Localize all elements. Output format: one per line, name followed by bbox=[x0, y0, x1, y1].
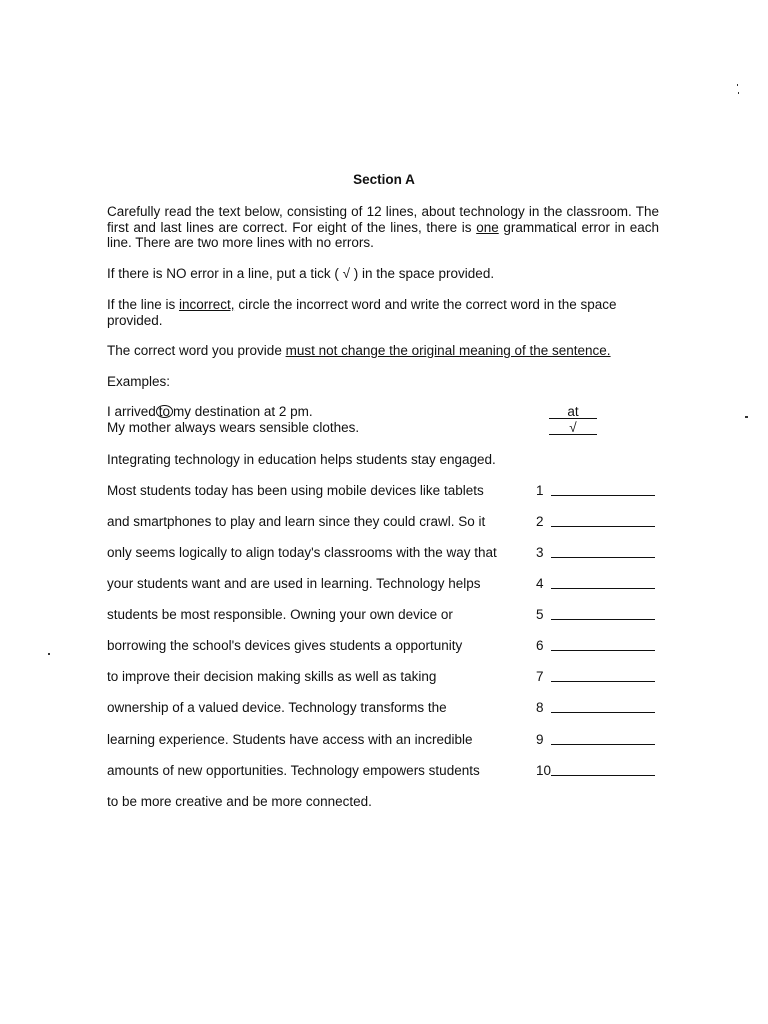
emphasis-incorrect: incorrect, bbox=[179, 297, 235, 312]
line-number: 2 bbox=[536, 514, 544, 529]
example-answer: at bbox=[541, 405, 605, 419]
line-number: 3 bbox=[536, 545, 544, 560]
example-row: My mother always wears sensible clothes. bbox=[107, 420, 360, 435]
text-line: to improve their decision making skills as well as taking bbox=[107, 669, 437, 684]
answer-blank[interactable] bbox=[551, 619, 655, 620]
text-line: ownership of a valued device. Technology transforms the bbox=[107, 700, 447, 715]
answer-blank[interactable] bbox=[551, 495, 655, 496]
text-line: borrowing the school's devices gives students a opportunity bbox=[107, 638, 463, 653]
answer-blank[interactable] bbox=[551, 681, 655, 682]
instruction-paragraph-1: Carefully read the text below, consisting of 12 lines, about technology in the classroom. The first and last lines are correct. For eight of the lines, there is one grammatical error in each line. There are two more lines with no errors. bbox=[107, 204, 659, 250]
answer-blank[interactable] bbox=[551, 775, 655, 776]
text-line: amounts of new opportunities. Technology empowers students bbox=[107, 763, 480, 778]
line-number: 8 bbox=[536, 700, 544, 715]
text-line: and smartphones to play and learn since they could crawl. So it bbox=[107, 514, 486, 529]
circled-word: to bbox=[156, 405, 173, 418]
text-line: Most students today has been using mobile devices like tablets bbox=[107, 483, 484, 498]
line-number: 4 bbox=[536, 576, 544, 591]
line-number: 1 bbox=[536, 483, 544, 498]
example-answer: √ bbox=[541, 421, 605, 435]
line-number: 7 bbox=[536, 669, 544, 684]
text-line: only seems logically to align today's classrooms with the way that bbox=[107, 545, 497, 560]
text-line: students be most responsible. Owning your own device or bbox=[107, 607, 453, 622]
answer-blank[interactable] bbox=[551, 526, 655, 527]
answer-blank[interactable] bbox=[551, 744, 655, 745]
answer-blank[interactable] bbox=[551, 650, 655, 651]
emphasis-meaning: must not change the original meaning of the sentence. bbox=[285, 343, 611, 358]
scan-speck bbox=[737, 84, 738, 86]
scan-speck bbox=[48, 653, 50, 655]
line-number: 9 bbox=[536, 732, 544, 747]
answer-blank[interactable] bbox=[551, 557, 655, 558]
instruction-paragraph-4: The correct word you provide must not change the original meaning of the sentence. bbox=[107, 343, 611, 358]
answer-blank[interactable] bbox=[551, 712, 655, 713]
emphasis-one: one bbox=[476, 219, 499, 235]
line-number: 5 bbox=[536, 607, 544, 622]
example-row: I arrived to my destination at 2 pm. bbox=[107, 404, 313, 419]
text-line: learning experience. Students have access with an incredible bbox=[107, 732, 473, 747]
scan-speck bbox=[745, 416, 748, 418]
examples-label: Examples: bbox=[107, 374, 171, 389]
answer-blank[interactable] bbox=[551, 588, 655, 589]
text-line: to be more creative and be more connected. bbox=[107, 794, 372, 809]
scan-speck bbox=[738, 92, 739, 94]
line-number: 6 bbox=[536, 638, 544, 653]
instruction-paragraph-2: If there is NO error in a line, put a tick ( √ ) in the space provided. bbox=[107, 266, 495, 281]
line-number: 10 bbox=[536, 763, 552, 778]
section-title: Section A bbox=[353, 172, 415, 187]
instruction-paragraph-3: If the line is incorrect, circle the incorrect word and write the correct word in the space provided. bbox=[107, 297, 617, 328]
text-line: Integrating technology in education helps students stay engaged. bbox=[107, 452, 496, 467]
text-line: your students want and are used in learning. Technology helps bbox=[107, 576, 481, 591]
